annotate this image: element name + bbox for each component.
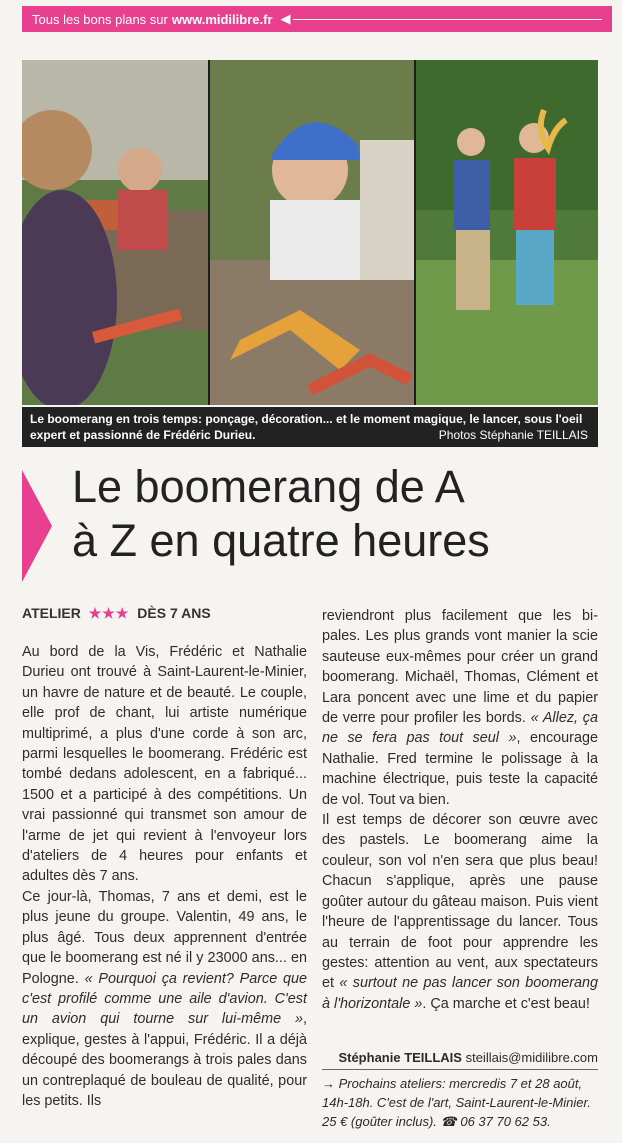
caption-text: Le boomerang en trois temps: ponçage, décoration... et le moment magique, le lancer, sous l'oeil expert et passionné de Frédéric Durieu. xyxy=(30,412,583,442)
top-banner xyxy=(22,6,612,32)
kicker xyxy=(22,605,211,622)
photo-throwing xyxy=(416,60,598,405)
kicker-age: DÈS 7 ANS xyxy=(137,605,211,621)
info-phone: 06 37 70 62 53. xyxy=(460,1114,551,1129)
article-paragraph-2 xyxy=(22,887,307,1111)
left-arrow-icon: ◀ xyxy=(280,11,291,26)
paragraph-2-end: , encourage Nathalie. Fred termine le polissage à la machine électrique, puis teste la capacité de vol. Tout va bien. xyxy=(322,730,598,808)
practical-info xyxy=(322,1074,602,1131)
banner-rule xyxy=(293,19,602,20)
kicker-label: ATELIER xyxy=(22,605,81,621)
info-text: → Prochains ateliers: mercredis 7 et 28 août, 14h-18h. C'est de l'art, Saint-Laurent-le-Minier. 25 € (goûter inclus). xyxy=(322,1076,591,1129)
headline-marker xyxy=(22,470,52,582)
article-paragraph-1: Au bord de la Vis, Frédéric et Nathalie Durieu ont trouvé à Saint-Laurent-le-Minier, un havre de nature et de beauté. Le couple, elle prof de chant, lui artiste numérique multiprimé, a plus d'une corde à son arc, parmi lesquelles le boomerang. Frédéric est tombé dedans adolescent, en a fabriqué... 1500 et a participé à des compétitions. Un vrai passionné qui transmet son amour de l'arme de jet qui revient à l'envoyeur lors d'ateliers de 4 heures pour enfants et adultes dès 7 ans. xyxy=(22,644,307,885)
byline-rule xyxy=(322,1069,598,1070)
photo-decoration xyxy=(210,60,414,405)
author-email[interactable]: steillais@midilibre.com xyxy=(465,1050,598,1065)
photo-caption xyxy=(22,407,598,447)
photo-sanding xyxy=(22,60,208,405)
photo-strip xyxy=(22,60,598,405)
headline-line-1: Le boomerang de A xyxy=(72,461,465,512)
author-name: Stéphanie TEILLAIS xyxy=(338,1050,462,1065)
photo-credit: Photos Stéphanie TEILLAIS xyxy=(438,428,588,442)
paragraph-2-text: Ce jour-là, Thomas, 7 ans et demi, est le plus jeune du groupe. Valentin, 49 ans, le plus âgé. Tous deux apprennent d'entrée que le boomerang est né il y 23000 ans... en Pologne. xyxy=(22,888,307,987)
paragraph-2-continued: , explique, gestes à l'appui, Frédéric. Il a déjà découpé des boomerangs à trois pales dans un contreplaqué de bouleau de qualité, pour les petits. Ils xyxy=(22,1011,307,1109)
paragraph-3-end: . Ça marche et c'est beau! xyxy=(422,995,590,1012)
telephone-icon: ☎ xyxy=(440,1114,457,1129)
quote-horizontal: « surtout ne pas lancer son boomerang à l'horizontale » xyxy=(322,975,598,1012)
headline xyxy=(72,460,592,568)
byline xyxy=(322,1050,598,1065)
quote-nathalie: « Allez, ça ne se fera pas tout seul » xyxy=(322,710,598,747)
article-paragraph-3 xyxy=(322,810,598,1014)
article-paragraph-2-cont xyxy=(322,606,598,810)
banner-site-link[interactable]: www.midilibre.fr xyxy=(171,11,273,27)
article-column-1 xyxy=(22,642,307,1111)
article-column-2 xyxy=(322,606,598,1014)
headline-line-2: à Z en quatre heures xyxy=(72,515,490,566)
paragraph-3-text: Il est temps de décorer son œuvre avec des pastels. Le boomerang aime la couleur, son vol n'en sera que plus beau! Chacun s'applique, après une pause goûter autour du gâteau maison. Puis vient l'heure de l'apprentissage du lancer. Tous au terrain de foot pour apprendre les gestes: attention au vent, aux spectateurs et xyxy=(322,812,598,992)
quote-frederic: « Pourquoi ça revient? Parce que c'est profilé comme une aile d'avion. C'est un avion qui tourne sur lui-même » xyxy=(22,970,307,1028)
star-rating: ★★★ xyxy=(88,605,130,621)
paragraph-2-col2-text: reviendront plus facilement que les bi-pales. Les plus grands vont manier la scie sauteuse eux-mêmes pour créer un grand boomerang. Michaël, Thomas, Clément et Lara poncent avec une lime et du papier de verre pour profiler les bords. xyxy=(322,608,598,727)
banner-prefix: Tous les bons plans sur xyxy=(32,11,168,27)
